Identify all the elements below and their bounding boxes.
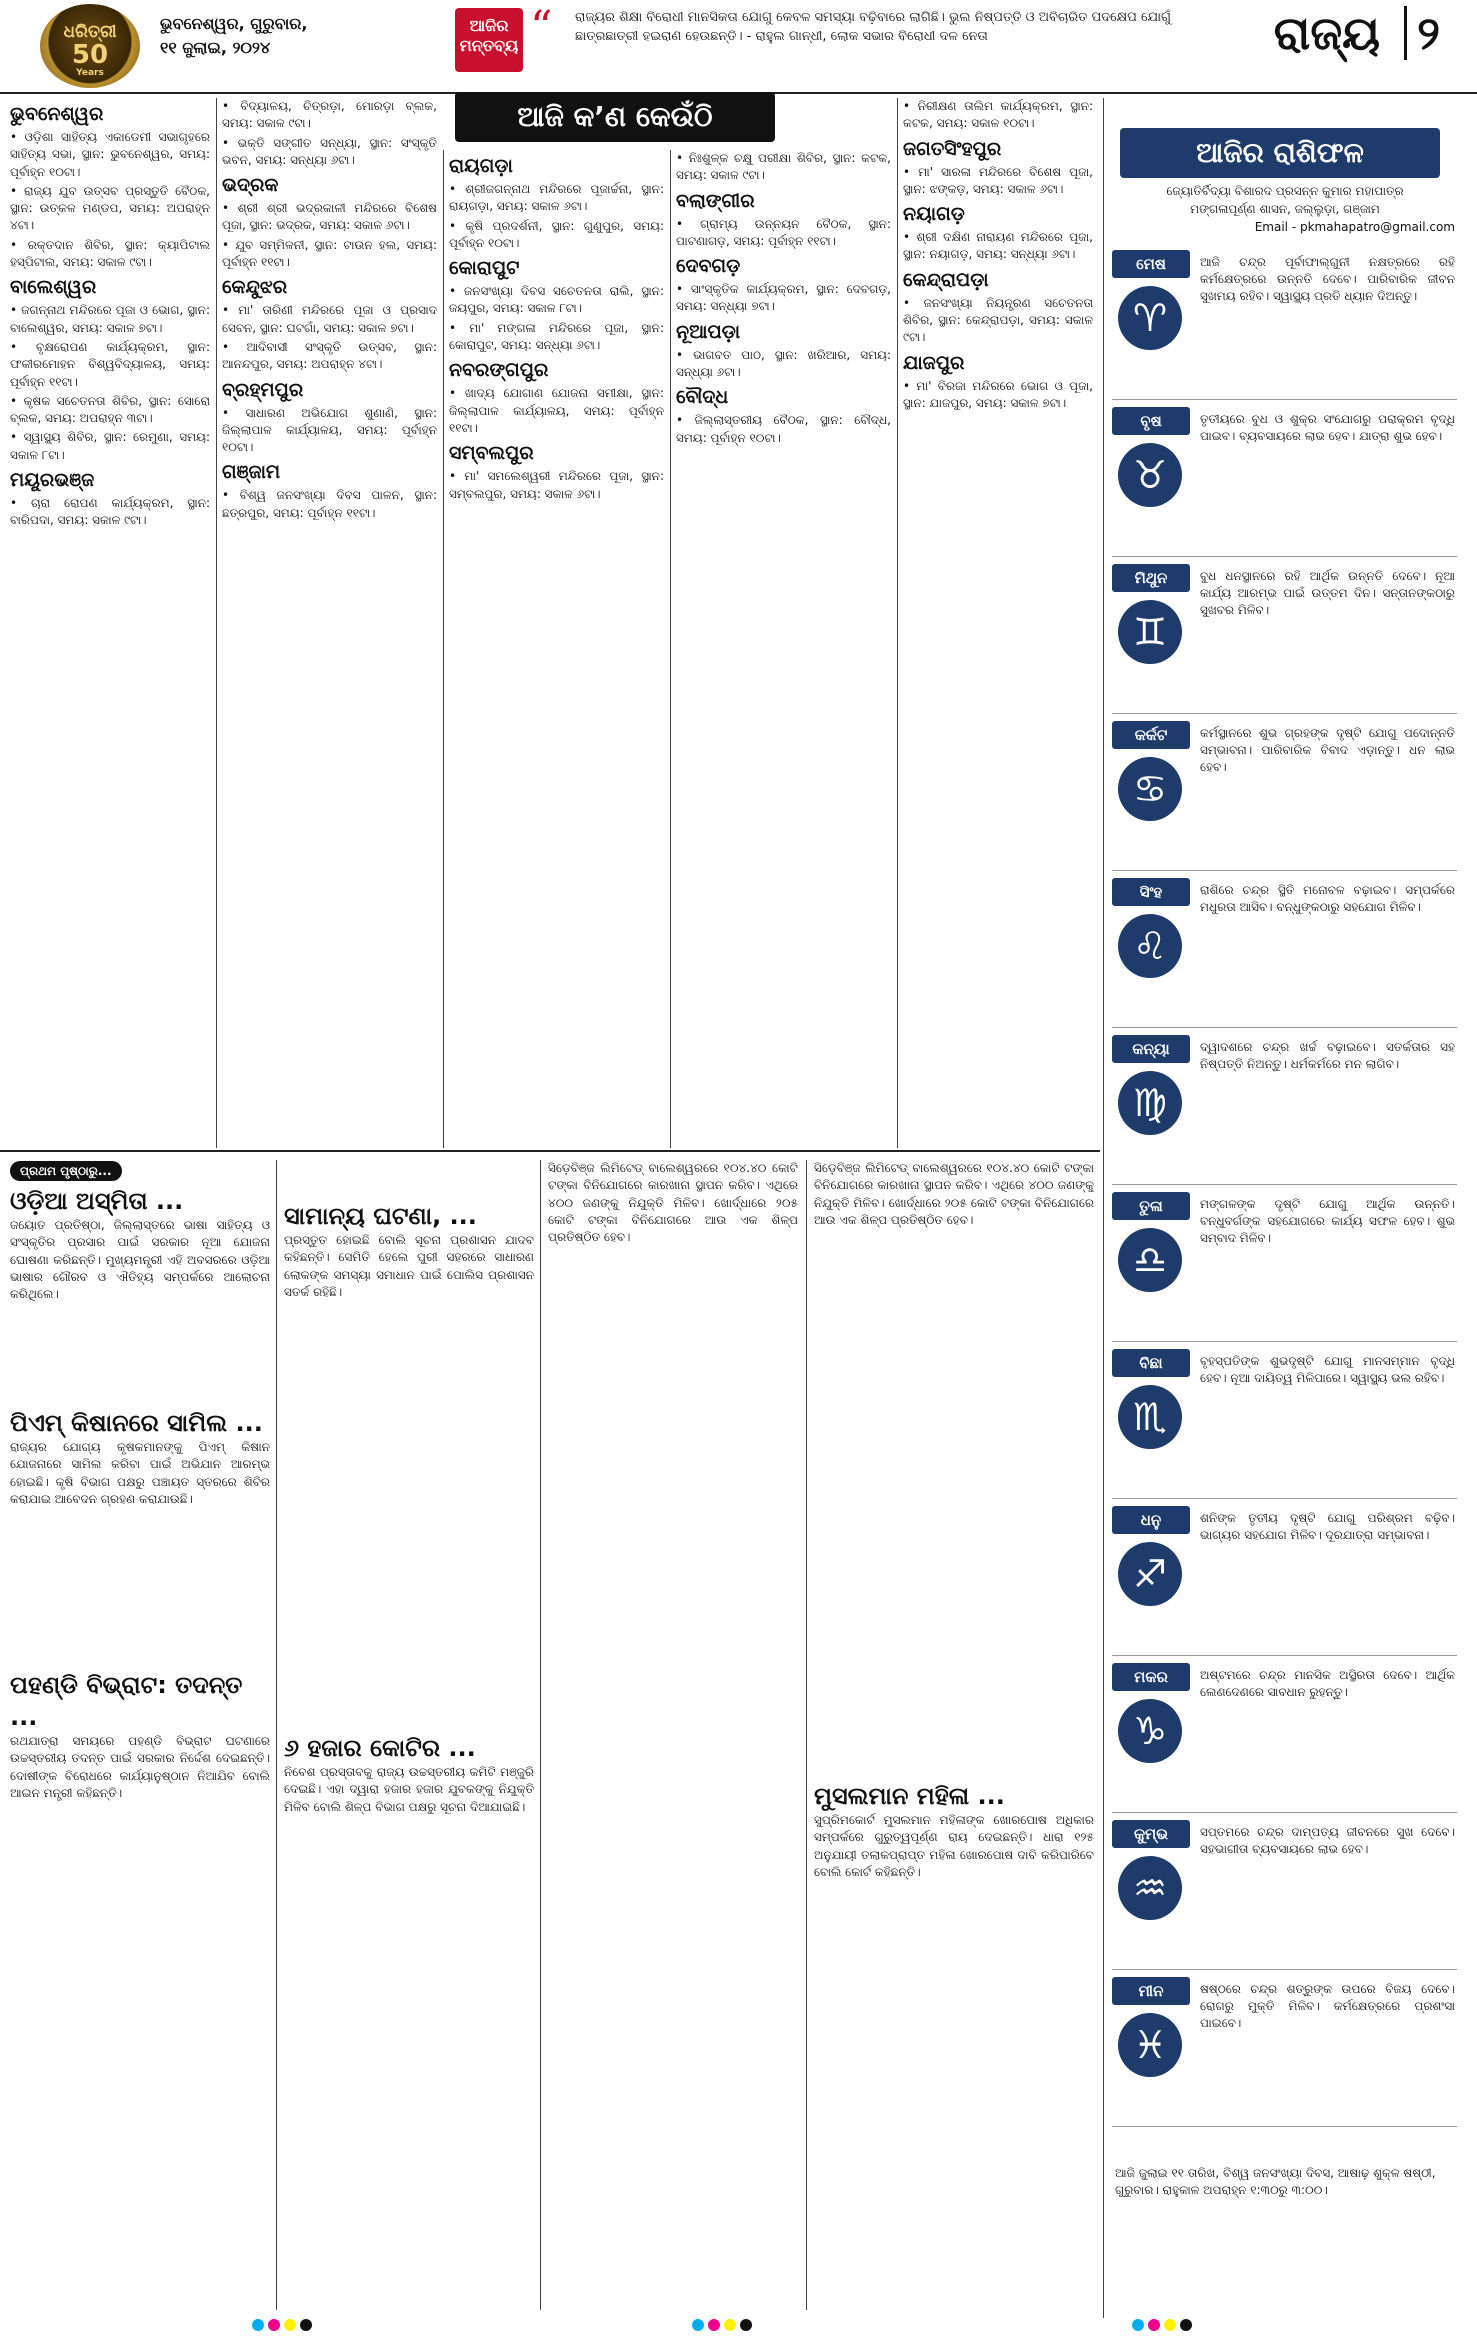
event-item: • କୃଷି ପ୍ରଦର୍ଶନୀ, ସ୍ଥାନ: ଗୁଣୁପୁର, ସମୟ: ପୂର୍ବାହ୍ନ ୧୦ଟା। <box>449 218 664 250</box>
rashi-entry <box>1112 1977 1462 2128</box>
rashi-entry <box>1112 1820 1462 1971</box>
zodiac-symbol-icon: ♓ <box>1118 2013 1182 2077</box>
zodiac-symbol-icon: ♎ <box>1118 1228 1182 1292</box>
column-divider <box>276 1160 277 2310</box>
rashi-divider <box>1112 1341 1457 1342</box>
zodiac-symbol-icon: ♐ <box>1118 1542 1182 1606</box>
district-heading: ନୂଆପଡ଼ା <box>676 320 741 343</box>
story-6-hajar-koti-body: ନିବେଶ ପ୍ରସ୍ତାବକୁ ରାଜ୍ୟ ଉଚ୍ଚସ୍ତରୀୟ କମିଟି ମଞ୍ଜୁରି ଦେଇଛି। ଏହା ଦ୍ୱାରା ହଜାର ହଜାର ଯୁବକଙ୍କୁ ନିଯୁକ୍ତି ମିଳିବ ବୋଲି ଶିଳ୍ପ ବିଭାଗ ପକ୍ଷରୁ ସୂଚନା ଦିଆଯାଇଛି। <box>284 1765 534 1814</box>
badge-line1: ଆଜିର <box>469 16 509 35</box>
date-value: ୧୧ ଜୁଲାଇ, ୨୦୨୪ <box>160 38 271 57</box>
column-divider <box>443 150 444 1148</box>
events-column-1 <box>10 98 210 1148</box>
event-item: • ଶ୍ରୀ ଦକ୍ଷିଣ ନାରାୟଣ ମନ୍ଦିରରେ ପୂଜା, ସ୍ଥାନ: ନୟାଗଡ଼, ସମୟ: ସନ୍ଧ୍ୟା ୬ଟା। <box>903 230 1093 262</box>
rashi-prediction: ଆଜି ଚନ୍ଦ୍ର ପୂର୍ବାଫାଲ୍ଗୁନୀ ନକ୍ଷତ୍ରରେ ରହି କର୍ମକ୍ଷେତ୍ରରେ ଉନ୍ନତି ଦେବେ। ପାରିବାରିକ ଜୀବନ ସୁଖମୟ ରହିବ। ସ୍ୱାସ୍ଥ୍ୟ ପ୍ରତି ଧ୍ୟାନ ଦିଅନ୍ତୁ। <box>1200 255 1455 303</box>
event-item: • ମା' ସମଲେଶ୍ୱରୀ ମନ୍ଦିରରେ ପୂଜା, ସ୍ଥାନ: ସମ୍ବଲପୁର, ସମୟ: ସକାଳ ୬ଟା। <box>449 469 664 501</box>
rashi-divider <box>1112 2126 1457 2127</box>
dateline <box>160 12 390 60</box>
quote-text: ରାଜ୍ୟର ଶିକ୍ଷା ବିରୋଧୀ ମାନସିକତା ଯୋଗୁ କେବଳ ସମସ୍ୟା ବଢ଼ିବାରେ ଲାଗିଛି। ଭୁଲ ନିଷ୍ପତ୍ତି ଓ ଅବିଚାରିତ ପଦକ୍ଷେପ ଯୋଗୁଁ ଛାତ୍ରଛାତ୍ରୀ ହଇରାଣ ହେଉଛନ୍ତି। - ରାହୁଲ ଗାନ୍ଧୀ, ଲୋକ ସଭାର ବିରୋଧୀ ଦଳ ନେତା <box>575 10 1171 44</box>
section-name: ରାଜ୍ୟ <box>1273 6 1381 60</box>
event-item: • ଖାଦ୍ୟ ଯୋଗାଣ ଯୋଜନା ସମୀକ୍ଷା, ସ୍ଥାନ: ଜିଲ୍ଲାପାଳ କାର୍ଯ୍ୟାଳୟ, ସମୟ: ପୂର୍ବାହ୍ନ ୧୧ଟା। <box>449 386 664 435</box>
column-divider <box>540 1160 541 2310</box>
story-odia-asmita-headline: ଓଡ଼ିଆ ଅସ୍ମିତା ... <box>10 1187 184 1215</box>
event-item: • ବିଶ୍ୱ ଜନସଂଖ୍ୟା ଦିବସ ପାଳନ, ସ୍ଥାନ: ଛତ୍ରପୁର, ସମୟ: ପୂର୍ବାହ୍ନ ୧୧ଟା। <box>222 488 437 520</box>
rashi-prediction: ଦ୍ୱାଦଶରେ ଚନ୍ଦ୍ର ଖର୍ଚ୍ଚ ବଢ଼ାଇବେ। ସତର୍କତାର ସହ ନିଷ୍ପତ୍ତି ନିଅନ୍ତୁ। ଧର୍ମକର୍ମରେ ମନ ଲାଗିବ। <box>1200 1040 1455 1071</box>
rashi-entry <box>1112 407 1462 558</box>
event-item: • ନିରୀକ୍ଷଣ ତାଲିମ କାର୍ଯ୍ୟକ୍ରମ, ସ୍ଥାନ: କଟକ, ସମୟ: ସକାଳ ୧୦ଟା। <box>903 99 1093 131</box>
story-industry-body: ସିଡ଼େବିଞ୍ଜ ଲିମିଟେଡ୍ ବାଲେଶ୍ୱରରେ ୧୦୪.୪୦ କୋଟି ଟଙ୍କା ବିନିଯୋଗରେ କାରଖାନା ସ୍ଥାପନ କରିବ। ଏଥିରେ ୪୦୦ ଜଣଙ୍କୁ ନିଯୁକ୍ତି ମିଳିବ। ଖୋର୍ଦ୍ଧାରେ ୨୦୫ କୋଟି ଟଙ୍କା ବିନିଯୋଗରେ ଆଉ ଏକ ଶିଳ୍ପ ପ୍ରତିଷ୍ଠିତ ହେବ। <box>548 1161 798 1245</box>
print-registration-marks <box>250 2316 314 2335</box>
event-item: • ମା' ମଙ୍ଗଳା ମନ୍ଦିରରେ ପୂଜା, ସ୍ଥାନ: କୋରାପୁଟ, ସମୟ: ସନ୍ଧ୍ୟା ୬ଟା। <box>449 320 664 353</box>
event-item: • ଓଡ଼ିଶା ସାହିତ୍ୟ ଏକାଡେମୀ ସଭାଗୃହରେ ସାହିତ୍ୟ ସଭା, ସ୍ଥାନ: ଭୁବନେଶ୍ୱର, ସମୟ: ପୂର୍ବାହ୍ନ ୧୦ଟା। <box>10 130 210 179</box>
rashi-divider <box>1112 1027 1457 1028</box>
rashi-divider <box>1112 1184 1457 1185</box>
event-item: • ସ୍ୱାସ୍ଥ୍ୟ ଶିବିର, ସ୍ଥାନ: ରେମୁଣା, ସମୟ: ସକାଳ ୮ଟା। <box>10 430 210 462</box>
event-item: • ଶ୍ରୀଜଗନ୍ନାଥ ମନ୍ଦିରରେ ପୂଜାର୍ଚ୍ଚନା, ସ୍ଥାନ: ରାୟଗଡ଼ା, ସମୟ: ସକାଳ ୬ଟା। <box>449 182 664 214</box>
district-heading: କେନ୍ଦୁଝର <box>222 276 288 299</box>
district-heading: ସମ୍ବଲପୁର <box>449 442 534 465</box>
rashi-entry <box>1112 564 1462 715</box>
events-column-2 <box>222 98 437 1148</box>
district-heading: ଭଦ୍ରକ <box>222 174 279 197</box>
story-6-hajar-koti-headline: ୬ ହଜାର କୋଟିର ... <box>284 1734 476 1762</box>
from-first-page-pill: ପ୍ରଥମ ପୃଷ୍ଠାରୁ... <box>10 1161 122 1181</box>
story-pm-kisan-headline: ପିଏମ୍ କିଷାନରେ ସାମିଲ ... <box>10 1409 263 1437</box>
rashi-label: ମୀନ <box>1112 1977 1190 2005</box>
zodiac-symbol-icon: ♋ <box>1118 757 1182 821</box>
aajira-mantabya-badge <box>455 8 523 72</box>
rashifala-closing-note: ଆଜି ଜୁଲାଇ ୧୧ ତାରିଖ, ବିଶ୍ୱ ଜନସଂଖ୍ୟା ଦିବସ, ଆଷାଢ଼ ଶୁକ୍ଳ ଷଷ୍ଠୀ, ଗୁରୁବାର। ରାହୁକାଳ ଅପରାହ୍ନ ୧:୩୦ରୁ ୩:୦୦। <box>1115 2166 1436 2197</box>
zodiac-symbol-icon: ♒ <box>1118 1856 1182 1920</box>
continuation-column-2 <box>284 1160 534 2064</box>
story-musalman-mahila-headline: ମୁସଲମାନ ମହିଳା ... <box>814 1782 1005 1810</box>
story-pahandi-headline: ପହଣ୍ଡି ବିଭ୍ରାଟ: ତଦନ୍ତ ... <box>10 1671 243 1731</box>
rashi-entry <box>1112 1035 1462 1186</box>
rashi-label: କର୍କଟ <box>1112 721 1190 749</box>
event-item: • ଭାଗବତ ପାଠ, ସ୍ଥାନ: ଖରିଆର, ସମୟ: ସନ୍ଧ୍ୟା ୬ଟା। <box>676 347 891 380</box>
rashi-label: ଧନୁ <box>1112 1506 1190 1534</box>
rashi-prediction: ମଙ୍ଗଳଙ୍କ ଦୃଷ୍ଟି ଯୋଗୁ ଆର୍ଥିକ ଉନ୍ନତି। ବନ୍ଧୁବର୍ଗଙ୍କ ସହଯୋଗରେ କାର୍ଯ୍ୟ ସଫଳ ହେବ। ଶୁଭ ସମ୍ବାଦ ମିଳିବ। <box>1200 1197 1455 1245</box>
logo-name: ଧରିତ୍ରୀ <box>63 22 117 42</box>
rashifala-intro <box>1115 182 1455 236</box>
aaji-kana-keunthi-banner: ଆଜି କ’ଣ କେଉଁଠି <box>455 92 775 142</box>
event-item: • ଆଦିବାସୀ ସଂସ୍କୃତି ଉତ୍ସବ, ସ୍ଥାନ: ଆନନ୍ଦପୁର, ସମୟ: ଅପରାହ୍ନ ୪ଟା। <box>222 339 437 372</box>
story-samanya-ghatana-headline: ସାମାନ୍ୟ ଘଟଣା, ... <box>284 1202 477 1230</box>
rashi-entry <box>1112 250 1462 401</box>
event-item: • ମା' ସାରଳା ମନ୍ଦିରରେ ବିଶେଷ ପୂଜା, ସ୍ଥାନ: ଝଙ୍କଡ଼, ସମୟ: ସକାଳ ୬ଟା। <box>903 164 1093 196</box>
column-divider <box>806 1160 807 2310</box>
event-item: • ଜନସଂଖ୍ୟା ନିୟନ୍ତ୍ରଣ ସଚେତନତା ଶିବିର, ସ୍ଥାନ: କେନ୍ଦ୍ରାପଡ଼ା, ସମୟ: ସକାଳ ୯ଟା। <box>903 295 1093 345</box>
event-item: • ରାଜ୍ୟ ଯୁବ ଉତ୍ସବ ପ୍ରସ୍ତୁତି ବୈଠକ, ସ୍ଥାନ: ଉତ୍କଳ ମଣ୍ଡପ, ସମୟ: ଅପରାହ୍ନ ୪ଟା। <box>10 183 210 233</box>
zodiac-symbol-icon: ♈ <box>1118 286 1182 350</box>
rashi-prediction: ରାଶିରେ ଚନ୍ଦ୍ର ସ୍ଥିତି ମନୋବଳ ବଢ଼ାଇବ। ସମ୍ପର୍କରେ ମଧୁରତା ଆସିବ। ବନ୍ଧୁଙ୍କଠାରୁ ସହଯୋଗ ମିଳିବ। <box>1200 883 1455 914</box>
newspaper-logo <box>40 4 140 88</box>
district-heading: ବ୍ରହ୍ମପୁର <box>222 378 304 401</box>
district-heading: ଗଞ୍ଜାମ <box>222 461 281 484</box>
continuation-column-3 <box>548 1160 798 2260</box>
rashi-divider <box>1112 713 1457 714</box>
rashi-entry <box>1112 1192 1462 1343</box>
event-item: • ବୃକ୍ଷରୋପଣ କାର୍ଯ୍ୟକ୍ରମ, ସ୍ଥାନ: ଫକୀରମୋହନ ବିଶ୍ୱବିଦ୍ୟାଳୟ, ସମୟ: ପୂର୍ବାହ୍ନ ୧୧ଟା। <box>10 339 210 389</box>
rashi-prediction: କର୍ମସ୍ଥାନରେ ଶୁଭ ଗ୍ରହଙ୍କ ଦୃଷ୍ଟି ଯୋଗୁ ପଦୋନ୍ନତି ସମ୍ଭାବନା। ପାରିବାରିକ ବିବାଦ ଏଡ଼ାନ୍ତୁ। ଧନ ଲାଭ ହେବ। <box>1200 726 1455 774</box>
badge-line2: ମନ୍ତବ୍ୟ <box>459 36 519 55</box>
rashi-label: ବିଛା <box>1112 1349 1190 1377</box>
rashi-entry <box>1112 1349 1462 1500</box>
district-heading: ମୟୂରଭଞ୍ଜ <box>10 469 95 492</box>
rashi-label: ବୃଷ <box>1112 407 1190 435</box>
event-item: • ସାଧାରଣ ଅଭିଯୋଗ ଶୁଣାଣି, ସ୍ଥାନ: ଜିଲ୍ଲାପାଳ କାର୍ଯ୍ୟାଳୟ, ସମୟ: ପୂର୍ବାହ୍ନ ୧୦ଟା। <box>222 405 437 455</box>
print-registration-marks <box>690 2316 754 2335</box>
district-heading: ଭୁବନେଶ୍ୱର <box>10 103 104 125</box>
rashi-entry <box>1112 1506 1462 1657</box>
column-divider <box>897 98 898 1148</box>
district-heading: ବଲାଙ୍ଗୀର <box>676 189 755 212</box>
story-odia-asmita-body: ଜୟୋତ ପ୍ରତିଷ୍ଠା, ଜିଲ୍ଲାସ୍ତରେ ଭାଷା ସାହିତ୍ୟ ଓ ସଂସ୍କୃତିର ପ୍ରସାର ପାଇଁ ସରକାର ନୂଆ ଯୋଜନା ଘୋଷଣା କରିଛନ୍ତି। ମୁଖ୍ୟମନ୍ତ୍ରୀ ଏହି ଅବସରରେ ଓଡ଼ିଆ ଭାଷାର ଗୌରବ ଓ ଐତିହ୍ୟ ସମ୍ପର୍କରେ ଆଲୋଚନା କରିଥିଲେ। <box>10 1218 270 1302</box>
district-heading: ନବରଙ୍ଗପୁର <box>449 359 549 382</box>
district-heading: ଯାଜପୁର <box>903 351 965 374</box>
zodiac-symbol-icon: ♏ <box>1118 1385 1182 1449</box>
event-item: • ବିଦ୍ୟାଳୟ, ଚିତ୍ରଡ଼ା, ମୋରଡ଼ା ବ୍ଲକ, ସମୟ: ସକାଳ ୯ଟା। <box>222 99 437 131</box>
quote-mark-icon: “ <box>530 2 553 53</box>
district-heading: କୋରାପୁଟ <box>449 257 520 280</box>
section-divider <box>0 1150 1100 1152</box>
rashi-prediction: ଅଷ୍ଟମରେ ଚନ୍ଦ୍ର ମାନସିକ ଅସ୍ଥିରତା ଦେବେ। ଆର୍ଥିକ ଲେଣଦେଣରେ ସାବଧାନ ରୁହନ୍ତୁ। <box>1200 1668 1455 1699</box>
story-musalman-mahila-body: ସୁପ୍ରିମକୋର୍ଟ ମୁସଲମାନ ମହିଳାଙ୍କ ଖୋରପୋଷ ଅଧିକାର ସମ୍ପର୍କରେ ଗୁରୁତ୍ୱପୂର୍ଣ୍ଣ ରାୟ ଦେଇଛନ୍ତି। ଧାରା ୧୨୫ ଅନୁଯାୟୀ ତଲାକପ୍ରାପ୍ତ ମହିଳା ଖୋରପୋଷ ଦାବି କରିପାରିବେ ବୋଲି କୋର୍ଟ କହିଛନ୍ତି। <box>814 1813 1094 1879</box>
logo-years-number: 50 <box>71 40 109 70</box>
rashi-label: କୁମ୍ଭ <box>1112 1820 1190 1848</box>
event-item: • କୃଷକ ସଚେତନତା ଶିବିର, ସ୍ଥାନ: ସୋରୋ ବ୍ଲକ, ସମୟ: ଅପରାହ୍ନ ୩ଟା। <box>10 393 210 426</box>
rashi-label: ମିଥୁନ <box>1112 564 1190 592</box>
print-registration-marks <box>1130 2316 1194 2335</box>
astrologer-email: Email - pkmahapatro@gmail.com <box>1254 220 1455 234</box>
rashi-divider <box>1112 1812 1457 1813</box>
story-pm-kisan-body: ରାଜ୍ୟର ଯୋଗ୍ୟ କୃଷକମାନଙ୍କୁ ପିଏମ୍ କିଷାନ ଯୋଜନାରେ ସାମିଲ କରିବା ପାଇଁ ଅଭିଯାନ ଆରମ୍ଭ ହୋଇଛି। କୃଷି ବିଭାଗ ପକ୍ଷରୁ ପଞ୍ଚାୟତ ସ୍ତରରେ ଶିବିର କରାଯାଇ ଆବେଦନ ଗ୍ରହଣ କରାଯାଉଛି। <box>10 1440 270 1506</box>
event-item: • ଜଗନ୍ନାଥ ମନ୍ଦିରରେ ପୂଜା ଓ ଭୋଗ, ସ୍ଥାନ: ବାଲେଶ୍ୱର, ସମୟ: ସକାଳ ୭ଟା। <box>10 303 210 335</box>
event-item: • ଚାରା ରୋପଣ କାର୍ଯ୍ୟକ୍ରମ, ସ୍ଥାନ: ବାରିପଦା, ସମୟ: ସକାଳ ୯ଟା। <box>10 496 210 528</box>
column-divider <box>670 150 671 1148</box>
masthead <box>0 0 1477 90</box>
event-item: • ରକ୍ତଦାନ ଶିବିର, ସ୍ଥାନ: କ୍ୟାପିଟାଲ ହସ୍ପିଟାଲ, ସମୟ: ସକାଳ ୯ଟା। <box>10 237 210 270</box>
rashi-prediction: ବୃହସ୍ପତିଙ୍କ ଶୁଭଦୃଷ୍ଟି ଯୋଗୁ ମାନସମ୍ମାନ ବୃଦ୍ଧି ହେବ। ନୂଆ ଦାୟିତ୍ୱ ମିଳିପାରେ। ସ୍ୱାସ୍ଥ୍ୟ ଭଲ ରହିବ। <box>1200 1354 1455 1385</box>
rashi-prediction: ତୃତୀୟରେ ବୁଧ ଓ ଶୁକ୍ର ସଂଯୋଗରୁ ପରାକ୍ରମ ବୃଦ୍ଧି ପାଇବ। ବ୍ୟବସାୟରେ ଲାଭ ହେବ। ଯାତ୍ରା ଶୁଭ ହେବ। <box>1200 412 1455 443</box>
district-heading: ଦେବଗଡ଼ <box>676 255 741 278</box>
rashi-divider <box>1112 870 1457 871</box>
events-column-5 <box>903 98 1093 1148</box>
event-item: • ଯୁବ ସମ୍ମିଳନୀ, ସ୍ଥାନ: ଟାଉନ ହଲ, ସମୟ: ପୂର୍ବାହ୍ନ ୧୧ଟା। <box>222 237 437 270</box>
zodiac-symbol-icon: ♌ <box>1118 914 1182 978</box>
rashi-divider <box>1112 399 1457 400</box>
district-heading: ବାଲେଶ୍ୱର <box>10 276 97 299</box>
rashifala-title: ଆଜିର ରାଶିଫଳ <box>1120 128 1440 178</box>
district-heading: କେନ୍ଦ୍ରାପଡ଼ା <box>903 268 989 291</box>
rashi-divider <box>1112 1498 1457 1499</box>
rashi-divider <box>1112 1969 1457 1970</box>
district-heading: ବୌଦ୍ଧ <box>676 386 729 409</box>
continuation-column-4 <box>814 1160 1094 2232</box>
event-item: • ସାଂସ୍କୃତିକ କାର୍ଯ୍ୟକ୍ରମ, ସ୍ଥାନ: ଦେବଗଡ଼, ସମୟ: ସନ୍ଧ୍ୟା ୭ଟା। <box>676 282 891 314</box>
logo-years-text: Years <box>76 68 104 78</box>
zodiac-symbol-icon: ♊ <box>1118 600 1182 664</box>
events-column-4 <box>676 150 891 1148</box>
page-number: ୨ <box>1404 6 1440 60</box>
district-heading: ରାୟଗଡ଼ା <box>449 155 513 177</box>
rashi-prediction: ସପ୍ତମରେ ଚନ୍ଦ୍ର ଦାମ୍ପତ୍ୟ ଜୀବନରେ ସୁଖ ଦେବେ। ସହଭାଗୀତା ବ୍ୟବସାୟରେ ଲାଭ ହେବ। <box>1200 1825 1455 1856</box>
story-samanya-ghatana-body: ପ୍ରସ୍ତୁତ ହୋଇଛି ବୋଲି ସୂଚନା ପ୍ରଶାସନ ଯାଦବ କହିଛନ୍ତି। ସେମିତି ହେଲେ ପୁରୀ ସହରରେ ସାଧାରଣ ଲୋକଙ୍କ ସମସ୍ୟା ସମାଧାନ ପାଇଁ ପୋଲିସ ପ୍ରଶାସନ ସତର୍କ ରହିଛି। <box>284 1233 534 1299</box>
rashi-prediction: ବୁଧ ଧନସ୍ଥାନରେ ରହି ଆର୍ଥିକ ଉନ୍ନତି ଦେବେ। ନୂଆ କାର୍ଯ୍ୟ ଆରମ୍ଭ ପାଇଁ ଉତ୍ତମ ଦିନ। ସନ୍ତାନଙ୍କଠାରୁ ସୁଖବର ମିଳିବ। <box>1200 569 1455 617</box>
zodiac-symbol-icon: ♑ <box>1118 1699 1182 1763</box>
rashi-prediction: ଷଷ୍ଠରେ ଚନ୍ଦ୍ର ଶତ୍ରୁଙ୍କ ଉପରେ ବିଜୟ ଦେବେ। ରୋଗରୁ ମୁକ୍ତି ମିଳିବ। କର୍ମକ୍ଷେତ୍ରରେ ପ୍ରଶଂସା ପାଇବେ। <box>1200 1982 1455 2030</box>
rashi-label: ମକର <box>1112 1663 1190 1691</box>
rashi-label: କନ୍ୟା <box>1112 1035 1190 1063</box>
event-item: • ନିଃଶୁଳ୍କ ଚକ୍ଷୁ ପରୀକ୍ଷା ଶିବିର, ସ୍ଥାନ: କଟକ, ସମୟ: ସକାଳ ୯ଟା। <box>676 151 891 183</box>
zodiac-symbol-icon: ♍ <box>1118 1071 1182 1135</box>
event-item: • ଭକ୍ତି ସଙ୍ଗୀତ ସନ୍ଧ୍ୟା, ସ୍ଥାନ: ସଂସ୍କୃତି ଭବନ, ସମୟ: ସନ୍ଧ୍ୟା ୬ଟା। <box>222 135 437 167</box>
event-item: • ମା' ବିରଜା ମନ୍ଦିରରେ ଭୋଗ ଓ ପୂଜା, ସ୍ଥାନ: ଯାଜପୁର, ସମୟ: ସକାଳ ୭ଟା। <box>903 378 1093 410</box>
rashi-divider <box>1112 556 1457 557</box>
event-item: • ଗ୍ରାମ୍ୟ ଉନ୍ନୟନ ବୈଠକ, ସ୍ଥାନ: ପାଟଣାଗଡ଼, ସମୟ: ପୂର୍ବାହ୍ନ ୧୧ଟା। <box>676 216 891 248</box>
section-title <box>1240 6 1440 62</box>
events-column-3 <box>449 150 664 1148</box>
district-heading: ଜଗତସିଂହପୁର <box>903 137 1002 160</box>
story-continued-text: ସିଡ଼େବିଞ୍ଜ ଲିମିଟେଡ୍ ବାଲେଶ୍ୱରରେ ୧୦୪.୪୦ କୋଟି ଟଙ୍କା ବିନିଯୋଗରେ କାରଖାନା ସ୍ଥାପନ କରିବ। ଏଥିରେ ୪୦୦ ଜଣଙ୍କୁ ନିଯୁକ୍ତି ମିଳିବ। ଖୋର୍ଦ୍ଧାରେ ୨୦୫ କୋଟି ଟଙ୍କା ବିନିଯୋଗରେ ଆଉ ଏକ ଶିଳ୍ପ ପ୍ରତିଷ୍ଠିତ ହେବ। <box>814 1161 1094 1227</box>
rashi-entry <box>1112 721 1462 872</box>
continuation-column-1 <box>10 1160 270 1993</box>
zodiac-symbol-icon: ♉ <box>1118 443 1182 507</box>
story-pahandi-body: ରଥଯାତ୍ରା ସମୟରେ ପହଣ୍ଡି ବିଭ୍ରାଟ ଘଟଣାରେ ଉଚ୍ଚସ୍ତରୀୟ ତଦନ୍ତ ପାଇଁ ସରକାର ନିର୍ଦ୍ଦେଶ ଦେଇଛନ୍ତି। ଦୋଷୀଙ୍କ ବିରୋଧରେ କାର୍ଯ୍ୟାନୁଷ୍ଠାନ ନିଆଯିବ ବୋଲି ଆଇନ ମନ୍ତ୍ରୀ କହିଛନ୍ତି। <box>10 1734 270 1800</box>
column-divider <box>1103 98 1104 2318</box>
astrologer-address: ମଙ୍ଗଳାପୂର୍ଣ୍ଣ ଶାସନ, ଜଲ୍ଲୁଡ଼ା, ଗଞ୍ଜାମ <box>1190 202 1380 216</box>
event-item: • ଜିଲ୍ଲାସ୍ତରୀୟ ବୈଠକ, ସ୍ଥାନ: ବୌଦ୍ଧ, ସମୟ: ପୂର୍ବାହ୍ନ ୧୦ଟା। <box>676 413 891 445</box>
rashi-label: ସିଂହ <box>1112 878 1190 906</box>
rashi-label: ତୁଳା <box>1112 1192 1190 1220</box>
date-place-day: ଭୁବନେଶ୍ୱର, ଗୁରୁବାର, <box>160 14 308 33</box>
district-heading: ନୟାଗଡ଼ <box>903 203 965 226</box>
event-item: • ମା' ତାରିଣୀ ମନ୍ଦିରରେ ପୂଜା ଓ ପ୍ରସାଦ ସେବନ, ସ୍ଥାନ: ଘଟଗାଁ, ସମୟ: ସକାଳ ୭ଟା। <box>222 303 437 335</box>
column-divider <box>216 98 217 1148</box>
rashi-divider <box>1112 1655 1457 1656</box>
rashi-label: ମେଷ <box>1112 250 1190 278</box>
rashi-prediction: ଶନିଙ୍କ ତୃତୀୟ ଦୃଷ୍ଟି ଯୋଗୁ ପରିଶ୍ରମ ବଢ଼ିବ। ଭାଗ୍ୟର ସହଯୋଗ ମିଳିବ। ଦୂରଯାତ୍ରା ସମ୍ଭାବନା। <box>1200 1511 1455 1542</box>
rashi-entry <box>1112 1663 1462 1814</box>
astrologer-name: ଜ୍ୟୋତିର୍ବିଦ୍ୟା ବିଶାରଦ ପ୍ରସନ୍ନ କୁମାର ମହାପାତ୍ର <box>1166 184 1404 198</box>
event-item: • ଶ୍ରୀ ଶ୍ରୀ ଭଦ୍ରକାଳୀ ମନ୍ଦିରରେ ବିଶେଷ ପୂଜା, ସ୍ଥାନ: ଭଦ୍ରକ, ସମୟ: ସକାଳ ୬ଟା। <box>222 201 437 233</box>
rashi-entry <box>1112 878 1462 1029</box>
event-item: • ଜନସଂଖ୍ୟା ଦିବସ ସଚେତନତା ରାଲି, ସ୍ଥାନ: ଜୟପୁର, ସମୟ: ସକାଳ ୮ଟା। <box>449 284 664 316</box>
